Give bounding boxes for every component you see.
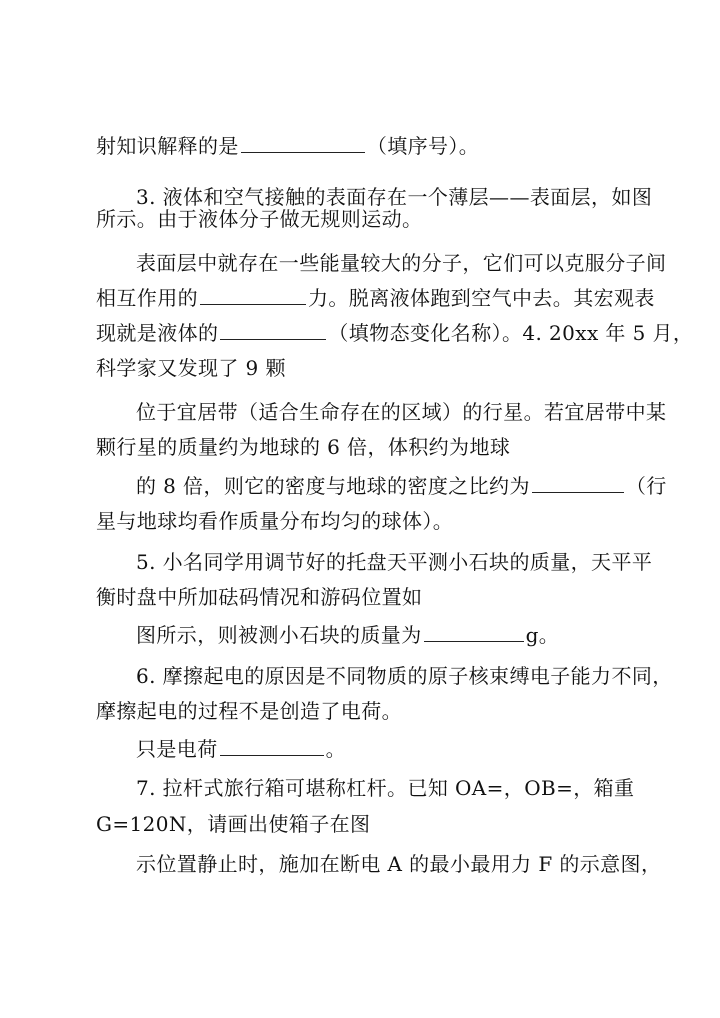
text-line-18: 7. 拉杆式旅行箱可堪称杠杆。已知 OA=，OB=，箱重	[136, 776, 635, 800]
text-line-11: 星与地球均看作质量分布均匀的球体）。	[96, 509, 454, 533]
line-5-post: 力。脱离液体跑到空气中去。其宏观表	[308, 286, 655, 310]
answer-blank-4	[532, 474, 624, 493]
answer-blank-5	[424, 623, 524, 642]
text-line-3: 所示。由于液体分子做无规则运动。	[96, 207, 423, 231]
text-line-2: 3. 液体和空气接触的表面存在一个薄层——表面层，如图	[136, 185, 653, 209]
text-line-19: G=120N，请画出使箱子在图	[96, 812, 371, 836]
line-14-pre: 图所示，则被测小石块的质量为	[136, 623, 422, 647]
answer-blank-1	[241, 134, 365, 153]
answer-blank-3	[220, 321, 326, 340]
text-line-5	[96, 284, 655, 312]
answer-blank-6	[220, 737, 324, 756]
line-17-pre: 只是电荷	[136, 737, 218, 761]
text-line-15: 6. 摩擦起电的原因是不同物质的原子核束缚电子能力不同，	[136, 664, 673, 688]
text-line-13: 衡时盘中所加砝码情况和游码位置如	[96, 585, 423, 609]
text-line-14	[136, 621, 559, 649]
line-5-pre: 相互作用的	[96, 286, 198, 310]
line-10-pre: 的 8 倍，则它的密度与地球的密度之比约为	[136, 474, 530, 498]
text-line-4: 表面层中就存在一些能量较大的分子，它们可以克服分子间	[136, 251, 667, 275]
text-line-1	[96, 132, 479, 160]
line-10-post: （行	[625, 474, 667, 498]
text-line-17	[136, 735, 346, 763]
line-14-post: g。	[525, 623, 560, 647]
line-1-post: （填序号）。	[366, 134, 480, 158]
text-line-9: 颗行星的质量约为地球的 6 倍，体积约为地球	[96, 435, 511, 459]
text-line-16: 摩擦起电的过程不是创造了电荷。	[96, 699, 402, 723]
text-line-6	[96, 319, 693, 347]
line-6-post: （填物态变化名称）。4. 20xx 年 5 月，	[328, 321, 694, 345]
line-17-post: 。	[325, 737, 347, 761]
text-line-10	[136, 472, 667, 500]
text-line-20: 示位置静止时，施加在断电 A 的最小最用力 F 的示意图，	[136, 852, 662, 876]
answer-blank-2	[200, 286, 306, 305]
line-6-pre: 现就是液体的	[96, 321, 219, 345]
text-line-8: 位于宜居带（适合生命存在的区域）的行星。若宜居带中某	[136, 400, 667, 424]
text-line-7: 科学家又发现了 9 颗	[96, 356, 286, 380]
text-line-12: 5. 小名同学用调节好的托盘天平测小石块的质量，天平平	[136, 550, 653, 574]
line-1-pre: 射知识解释的是	[96, 134, 239, 158]
